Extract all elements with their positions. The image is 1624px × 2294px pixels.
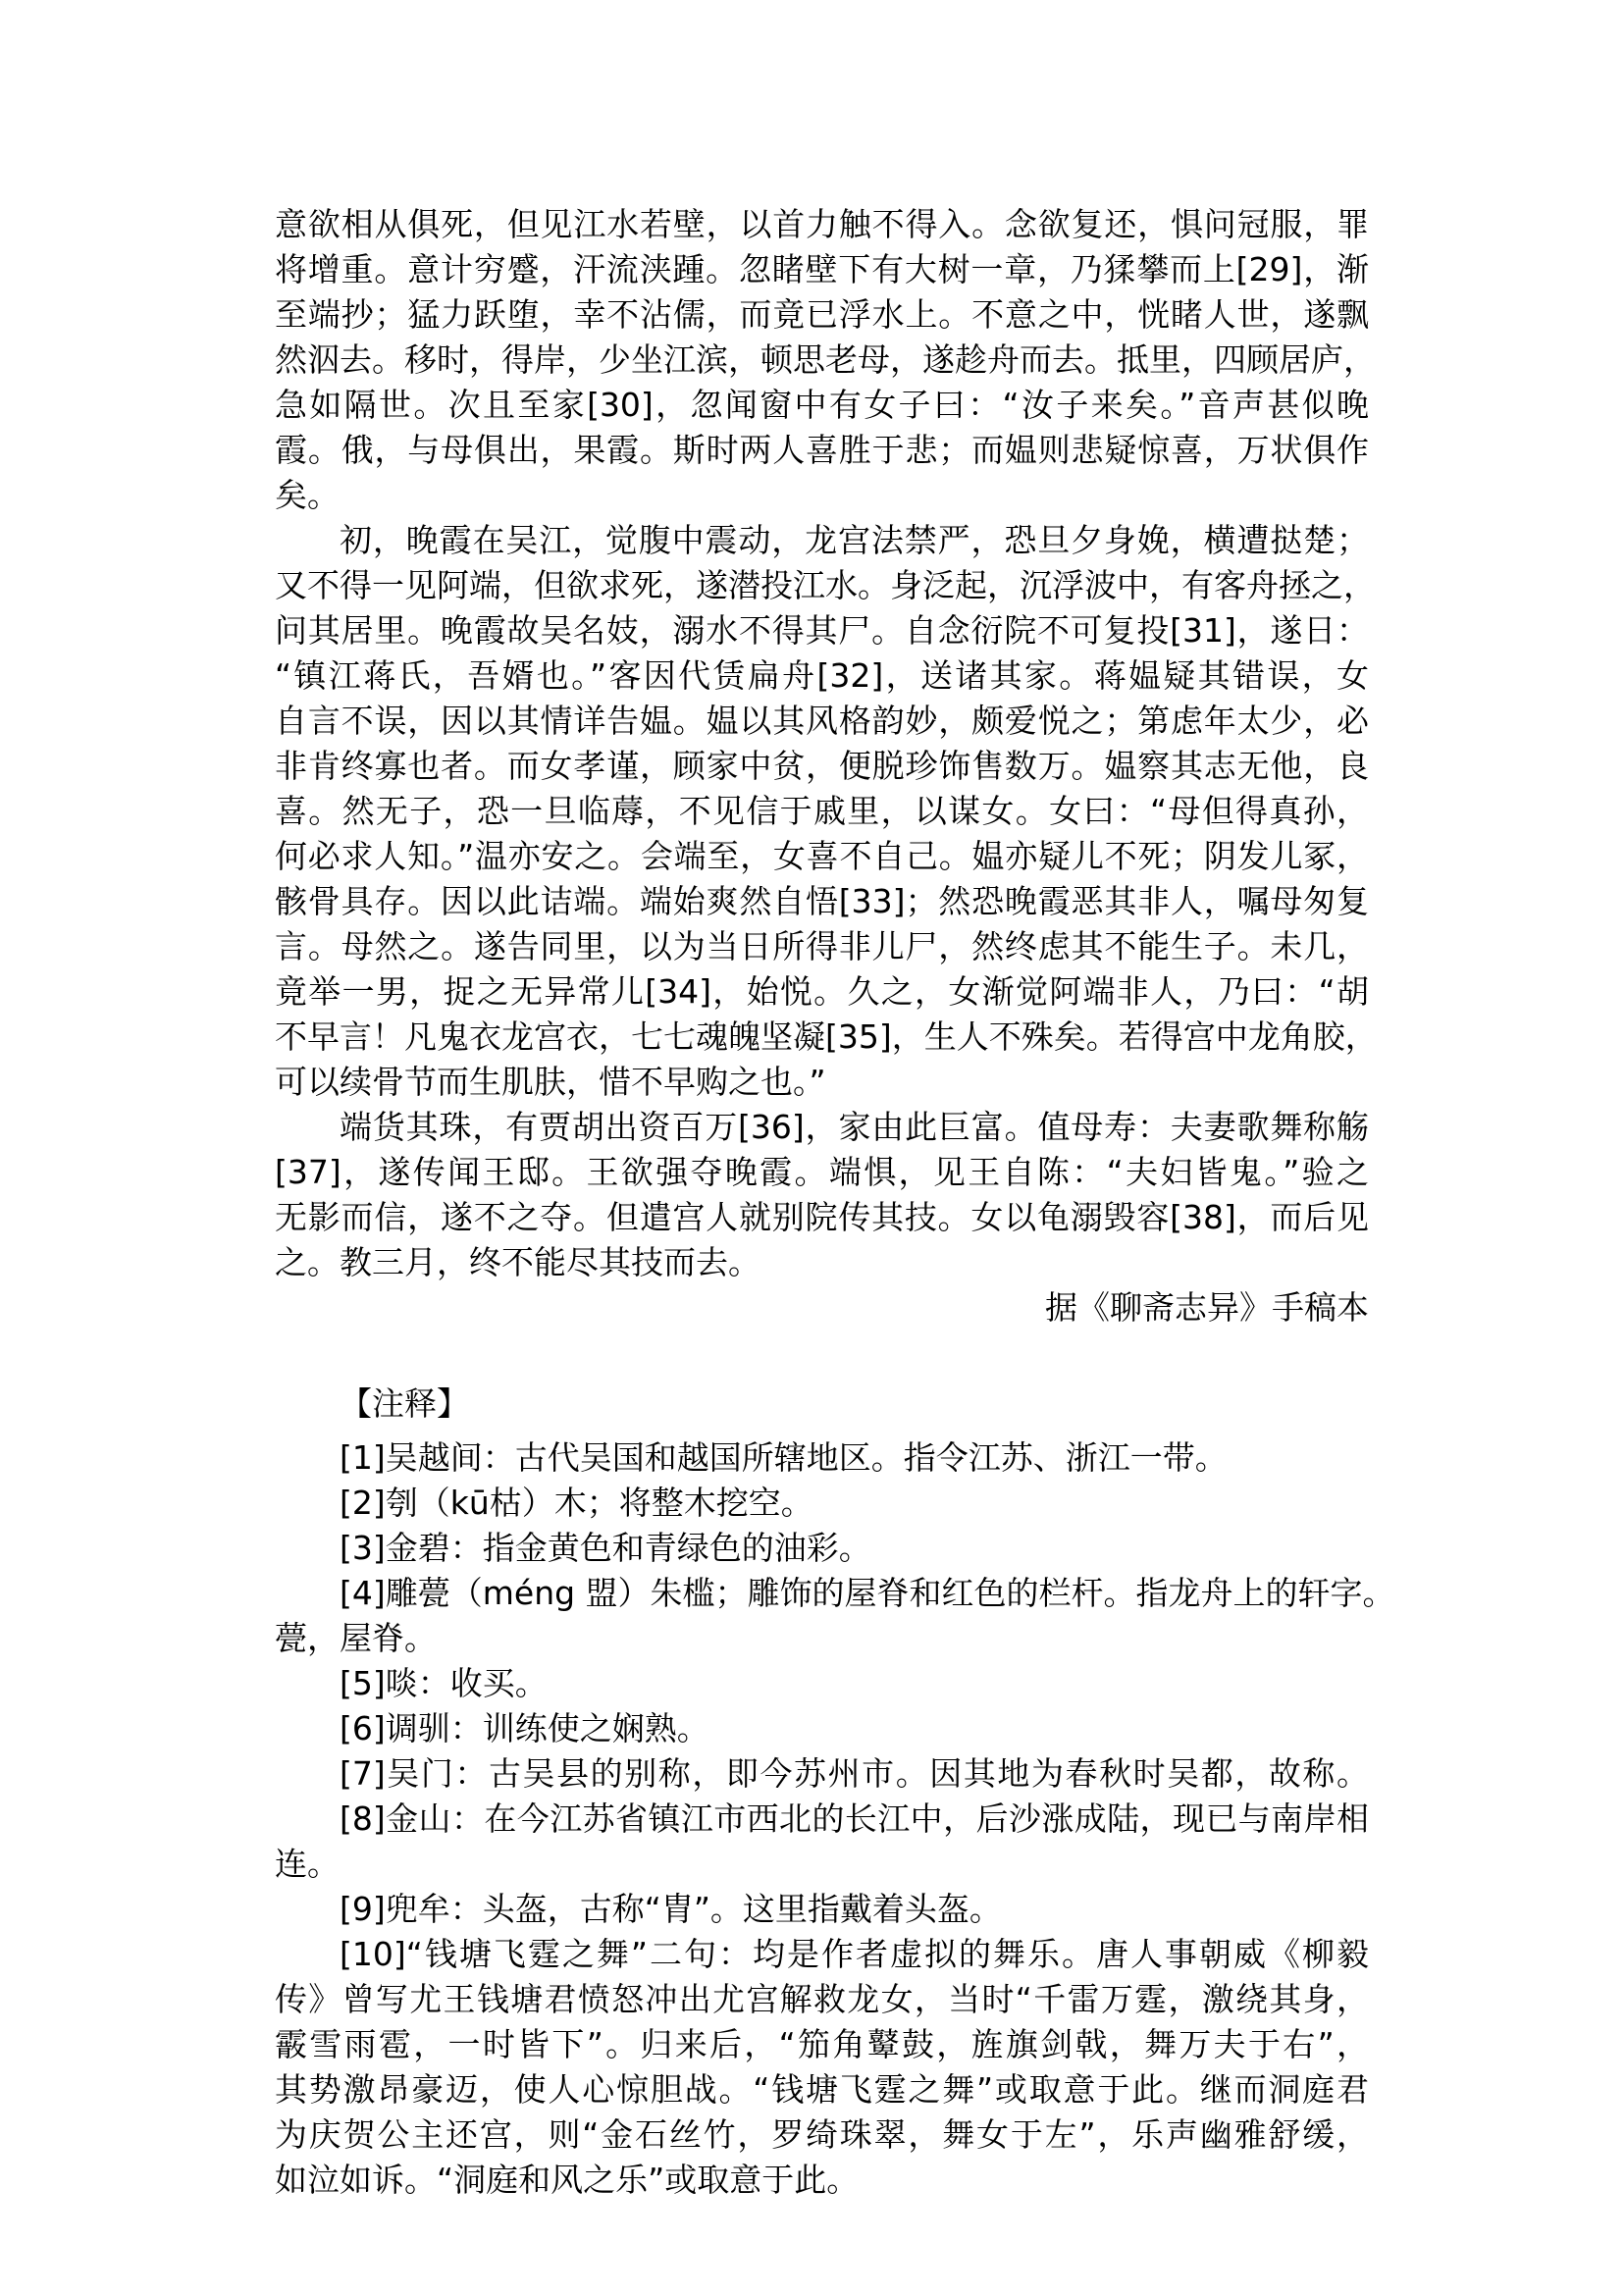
note-item-continuation: 为庆贺公主还宫，则“金石丝竹，罗绮珠翠，舞女于左”，乐声幽雅舒缓， — [275, 2115, 1369, 2154]
body-line: 无影而信，遂不之夺。但遣宫人就别院传其技。女以龟溺毁容[38]，而后见 — [275, 1198, 1369, 1236]
note-item: [6]调驯：训练使之娴熟。 — [340, 1709, 709, 1747]
note-item: [3]金碧：指金黄色和青绿色的油彩。 — [340, 1529, 871, 1567]
body-line: 霞。俄，与母俱出，果霞。斯时两人喜胜于悲；而媪则悲疑惊喜，万状俱作 — [275, 431, 1369, 469]
note-item: [5]啖：收买。 — [340, 1664, 548, 1702]
body-line: 言。母然之。遂告同里，以为当日所得非儿尸，然终虑其不能生子。未几， — [275, 927, 1369, 965]
body-line: “镇江蒋氏，吾婿也。”客因代赁扁舟[32]，送诸其家。蒋媪疑其错误，女 — [275, 656, 1369, 695]
body-line: 至端抄；猛力跃堕，幸不沾儒，而竟已浮水上。不意之中，恍睹人世，遂飘 — [275, 295, 1369, 334]
body-line: 可以续骨节而生肌肤，惜不早购之也。” — [275, 1063, 826, 1101]
body-line: 意欲相从俱死，但见江水若壁，以首力触不得入。念欲复还，惧问冠服，罪 — [275, 205, 1369, 243]
note-item: [1]吴越间：古代吴国和越国所辖地区。指令江苏、浙江一带。 — [340, 1438, 1228, 1477]
note-item: [7]吴门：古吴县的别称，即今苏州市。因其地为春秋时吴都，故称。 — [340, 1754, 1369, 1793]
body-line: 非肯终寡也者。而女孝谨，顾家中贫，便脱珍饰售数万。媪察其志无他，良 — [275, 747, 1369, 785]
body-line: 竟举一男，捉之无异常儿[34]，始悦。久之，女渐觉阿端非人，乃曰：“胡 — [275, 972, 1369, 1011]
body-line: 何必求人知。”温亦安之。会端至，女喜不自己。媪亦疑儿不死；阴发儿冢， — [275, 837, 1369, 875]
body-line: 将增重。意计穷蹙，汗流浃踵。忽睹壁下有大树一章，乃猱攀而上[29]，渐 — [275, 250, 1369, 288]
note-item-continuation: 如泣如诉。“洞庭和风之乐”或取意于此。 — [275, 2161, 860, 2199]
note-item-continuation: 传》曾写尤王钱塘君愤怒冲出尤宫解救龙女，当时“千雷万霆，激绕其身， — [275, 1980, 1369, 2018]
note-item: [9]兜牟：头盔，古称“胄”。这里指戴着头盔。 — [340, 1890, 1002, 1928]
body-line: 问其居里。晚霞故吴名妓，溺水不得其尸。自念衍院不可复投[31]，遂日： — [275, 611, 1369, 650]
body-line: 又不得一见阿端，但欲求死，遂潜投江水。身泛起，沉浮波中，有客舟拯之， — [275, 566, 1376, 604]
note-item: [10]“钱塘飞霆之舞”二句：均是作者虚拟的舞乐。唐人事朝威《柳毅 — [340, 1935, 1369, 1973]
body-line: [37]，遂传闻王邸。王欲强夺晚霞。端惧，见王自陈：“夫妇皆鬼。”验之 — [275, 1153, 1369, 1191]
note-item: [2]刳（kū枯）木；将整木挖空。 — [340, 1484, 813, 1522]
body-line: 然泅去。移时，得岸，少坐江滨，顿思老母，遂趁舟而去。抵里，四顾居庐， — [275, 340, 1376, 379]
note-item-continuation: 其势激昂豪迈，使人心惊胆战。“钱塘飞霆之舞”或取意于此。继而洞庭君 — [275, 2070, 1369, 2109]
notes-heading: 【注释】 — [340, 1384, 469, 1423]
note-item-continuation: 霰雪雨雹，一时皆下”。归来后，“笳角鼙鼓，旌旗剑戟，舞万夫于右”， — [275, 2025, 1369, 2063]
body-line: 骸骨具存。因以此诘端。端始爽然自悟[33]；然恐晚霞恶其非人，嘱母匆复 — [275, 882, 1369, 920]
body-line: 自言不误，因以其情详告媪。媪以其风格韵妙，颇爱悦之；第虑年太少，必 — [275, 702, 1369, 740]
body-line: 不早言！凡鬼衣龙宫衣，七七魂魄坚凝[35]，生人不殊矣。若得宫中龙角胶， — [275, 1017, 1378, 1056]
source-note: 据《聊斋志异》手稿本 — [1045, 1288, 1369, 1327]
body-line: 之。教三月，终不能尽其技而去。 — [275, 1243, 760, 1281]
body-line: 急如隔世。次且至家[30]，忽闻窗中有女子曰：“汝子来矣。”音声甚似晚 — [275, 386, 1369, 424]
body-line: 端货其珠，有贾胡出资百万[36]，家由此巨富。值母寿：夫妻歌舞称觞 — [340, 1108, 1369, 1146]
body-line: 喜。然无子，恐一旦临蓐，不见信于戚里，以谋女。女曰：“母但得真孙， — [275, 792, 1369, 830]
body-line: 矣。 — [275, 476, 340, 514]
body-line: 初，晚霞在吴江，觉腹中震动，龙宫法禁严，恐旦夕身娩，横遭挞楚； — [340, 521, 1369, 559]
note-item-continuation: 甍，屋脊。 — [275, 1619, 437, 1657]
note-item: [8]金山：在今江苏省镇江市西北的长江中，后沙涨成陆，现已与南岸相 — [340, 1799, 1369, 1838]
note-item: [4]雕甍（méng 盟）朱槛；雕饰的屋脊和红色的栏杆。指龙舟上的轩字。 — [340, 1574, 1395, 1612]
note-item-continuation: 连。 — [275, 1845, 340, 1883]
